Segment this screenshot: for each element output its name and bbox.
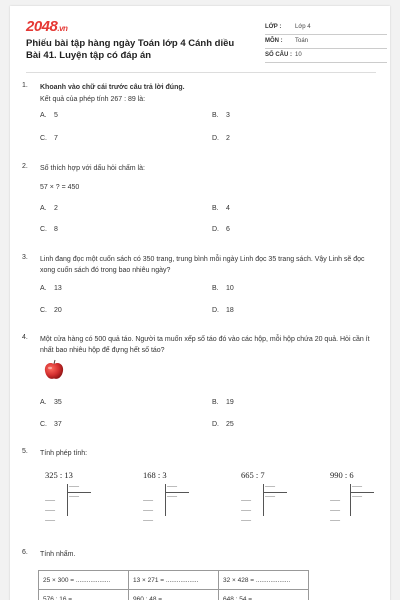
mental-math-table bbox=[38, 570, 309, 600]
meta-count-label: SỐ CÂU : bbox=[265, 52, 292, 58]
division-expression: 168 : 3 bbox=[143, 470, 167, 480]
worksheet-title: Phiếu bài tập hàng ngày Toán lớp 4 Cánh diều Bài 41. Luyện tập có đáp án bbox=[26, 38, 235, 61]
question-number: 4. bbox=[22, 334, 28, 341]
question-number: 5. bbox=[22, 448, 28, 455]
q2-option-a[interactable]: A. 2 bbox=[40, 205, 58, 212]
q1-option-d[interactable]: D. 2 bbox=[212, 135, 230, 142]
table-row bbox=[39, 571, 309, 590]
question-text: Một cửa hàng có 500 quả táo. Người ta muốn xếp số táo đó vào các hộp, mỗi hộp chứa 20 quả. Hỏi cần ít nhất bao nhiêu hộp để đựng hết số táo? bbox=[40, 336, 370, 354]
header-divider bbox=[26, 72, 376, 73]
question-number: 3. bbox=[22, 254, 28, 261]
question-text: Tính nhẩm. bbox=[40, 551, 76, 558]
q1-option-b[interactable]: B. 3 bbox=[212, 112, 230, 119]
q3-option-a[interactable]: A. 13 bbox=[40, 285, 62, 292]
meta-count bbox=[265, 49, 387, 63]
table-row bbox=[39, 590, 309, 600]
q1-option-a[interactable]: A. 5 bbox=[40, 112, 58, 119]
question-number: 1. bbox=[22, 82, 28, 89]
meta-class bbox=[265, 21, 387, 35]
question-text: Tính phép tính: bbox=[40, 450, 88, 457]
site-logo[interactable] bbox=[26, 18, 67, 35]
q4-option-b[interactable]: B. 19 bbox=[212, 399, 234, 406]
question-number: 6. bbox=[22, 549, 28, 556]
meta-subject-value: Toán bbox=[295, 38, 309, 44]
q2-option-b[interactable]: B. 4 bbox=[212, 205, 230, 212]
question-subtext: Kết quả của phép tính 267 : 89 là: bbox=[40, 96, 146, 103]
q3-option-b[interactable]: B. 10 bbox=[212, 285, 234, 292]
apple-icon bbox=[43, 359, 65, 381]
meta-class-label: LỚP : bbox=[265, 24, 282, 30]
question-text: Linh đang đọc một cuốn sách có 350 trang, trung bình mỗi ngày Linh đọc 35 trang sách. Vậy Linh sẽ đọc xong cuốn sách đó trong bao nhiêu ngày? bbox=[40, 256, 365, 274]
meta-count-value: 10 bbox=[295, 52, 302, 58]
table-cell[interactable]: 25 × 300 = ................... bbox=[39, 571, 129, 590]
division-expression: 325 : 13 bbox=[45, 470, 73, 480]
table-cell[interactable]: 13 × 271 = .................. bbox=[129, 571, 219, 590]
division-expression: 665 : 7 bbox=[241, 470, 265, 480]
logo-text: 2048 bbox=[26, 18, 58, 35]
question-number: 2. bbox=[22, 163, 28, 170]
meta-subject-label: MÔN : bbox=[265, 38, 283, 44]
table-cell[interactable]: 576 : 16 = .................. bbox=[39, 590, 129, 600]
q1-option-c[interactable]: C. 7 bbox=[40, 135, 58, 142]
q2-option-c[interactable]: C. 8 bbox=[40, 226, 58, 233]
meta-class-value: Lớp 4 bbox=[295, 24, 311, 30]
question-text: Khoanh vào chữ cái trước câu trả lời đúng. bbox=[40, 84, 185, 91]
q3-option-d[interactable]: D. 18 bbox=[212, 307, 234, 314]
division-expression: 990 : 6 bbox=[330, 470, 354, 480]
q3-option-c[interactable]: C. 20 bbox=[40, 307, 62, 314]
logo-suffix: .vn bbox=[57, 24, 68, 33]
question-text: Số thích hợp với dấu hỏi chấm là: bbox=[40, 165, 145, 172]
question-subtext: 57 × ? = 450 bbox=[40, 184, 80, 191]
q4-option-c[interactable]: C. 37 bbox=[40, 421, 62, 428]
table-cell[interactable]: 648 : 54 = ................... bbox=[219, 590, 309, 600]
q2-option-d[interactable]: D. 6 bbox=[212, 226, 230, 233]
q4-option-d[interactable]: D. 25 bbox=[212, 421, 234, 428]
q4-option-a[interactable]: A. 35 bbox=[40, 399, 62, 406]
table-cell[interactable]: 960 : 48 = .................. bbox=[129, 590, 219, 600]
table-cell[interactable]: 32 × 428 = ................... bbox=[219, 571, 309, 590]
meta-subject bbox=[265, 35, 387, 49]
